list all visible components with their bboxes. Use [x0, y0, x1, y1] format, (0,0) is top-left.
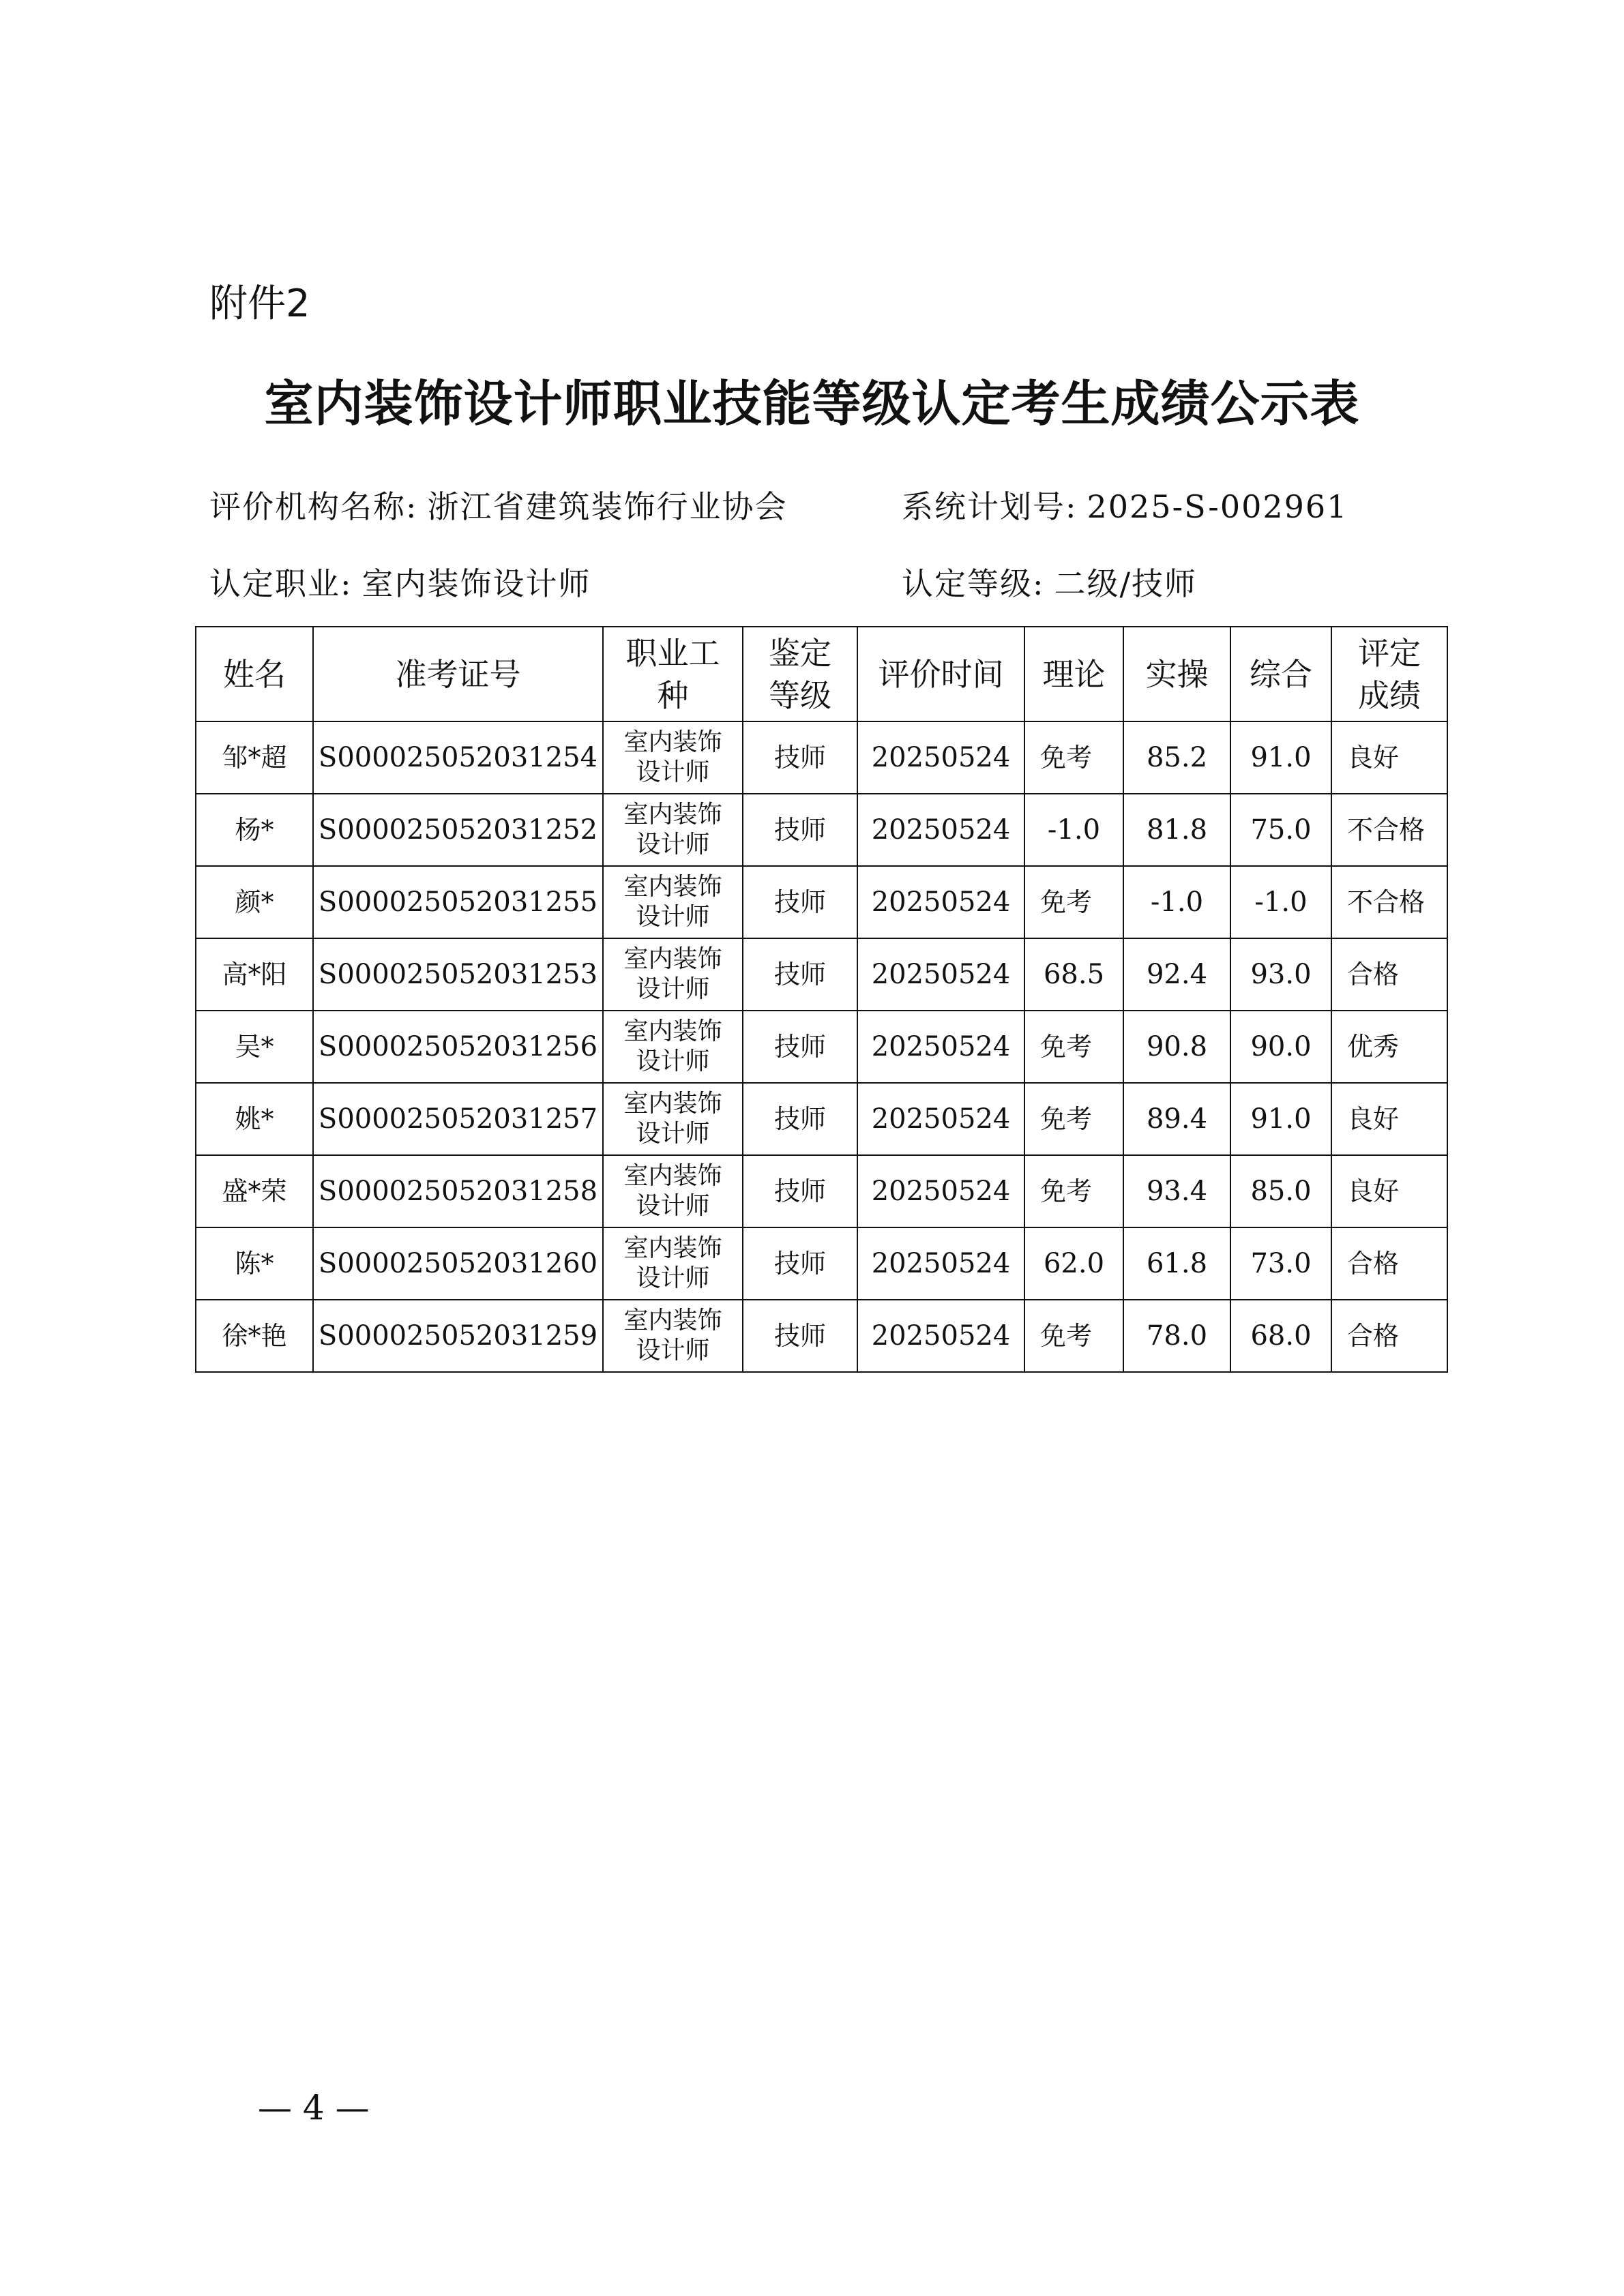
table-row — [196, 938, 1447, 1011]
occupation-value: 室内装饰设计师 — [361, 565, 591, 602]
table-row — [196, 866, 1447, 938]
cell-overall: 85.0 — [1230, 1155, 1331, 1227]
header-occupation — [603, 627, 743, 721]
cell-name: 徐*艳 — [196, 1300, 313, 1372]
header-occupation-line1: 职业工 — [625, 634, 720, 672]
cell-occupation — [603, 1083, 743, 1155]
table-body — [196, 721, 1447, 1372]
page-title: 室内装饰设计师职业技能等级认定考生成绩公示表 — [264, 375, 1360, 432]
cell-eval-time: 20250524 — [857, 1227, 1024, 1300]
cell-exam-id: S000025052031253 — [313, 938, 603, 1011]
org-info — [209, 488, 788, 525]
cell-occupation-line1: 室内装饰 — [623, 1090, 722, 1118]
cell-theory: 68.5 — [1024, 938, 1123, 1011]
cell-theory: 62.0 — [1024, 1227, 1123, 1300]
cell-level: 技师 — [743, 1155, 857, 1227]
header-eval-time: 评价时间 — [857, 627, 1024, 721]
cell-occupation-line2: 设计师 — [636, 975, 710, 1003]
cell-occupation-line2: 设计师 — [636, 831, 710, 859]
cell-occupation-line1: 室内装饰 — [623, 728, 722, 756]
cell-name: 邹*超 — [196, 721, 313, 794]
cell-level: 技师 — [743, 721, 857, 794]
cell-occupation-line2: 设计师 — [636, 1264, 710, 1292]
cell-occupation — [603, 721, 743, 794]
cell-exam-id: S000025052031259 — [313, 1300, 603, 1372]
cell-eval-time: 20250524 — [857, 866, 1024, 938]
cell-result: 合格 — [1331, 938, 1447, 1011]
cell-result: 良好 — [1331, 1083, 1447, 1155]
cell-overall: 93.0 — [1230, 938, 1331, 1011]
header-practice: 实操 — [1123, 627, 1230, 721]
cell-occupation-line1: 室内装饰 — [623, 1307, 722, 1335]
cell-result: 合格 — [1331, 1227, 1447, 1300]
cell-occupation-line2: 设计师 — [636, 1337, 710, 1365]
header-occupation-line2: 种 — [657, 676, 689, 714]
cell-practice: 78.0 — [1123, 1300, 1230, 1372]
cell-occupation — [603, 794, 743, 866]
cell-result: 良好 — [1331, 1155, 1447, 1227]
header-result-line2: 成绩 — [1358, 676, 1421, 714]
cell-exam-id: S000025052031252 — [313, 794, 603, 866]
table-row — [196, 1083, 1447, 1155]
cell-result: 优秀 — [1331, 1011, 1447, 1083]
cell-exam-id: S000025052031256 — [313, 1011, 603, 1083]
header-level-line1: 鉴定 — [769, 634, 831, 672]
cell-level: 技师 — [743, 1083, 857, 1155]
cell-overall: 91.0 — [1230, 1083, 1331, 1155]
cell-eval-time: 20250524 — [857, 1155, 1024, 1227]
cell-occupation — [603, 866, 743, 938]
cell-result: 不合格 — [1331, 866, 1447, 938]
cell-level: 技师 — [743, 866, 857, 938]
cell-occupation — [603, 1155, 743, 1227]
cell-practice: -1.0 — [1123, 866, 1230, 938]
level-info — [902, 565, 1197, 602]
cell-overall: 68.0 — [1230, 1300, 1331, 1372]
table-row — [196, 794, 1447, 866]
cell-exam-id: S000025052031255 — [313, 866, 603, 938]
cell-occupation — [603, 938, 743, 1011]
cell-occupation-line1: 室内装饰 — [623, 945, 722, 973]
cell-overall: 90.0 — [1230, 1011, 1331, 1083]
cell-result: 不合格 — [1331, 794, 1447, 866]
cell-exam-id: S000025052031258 — [313, 1155, 603, 1227]
cell-practice: 93.4 — [1123, 1155, 1230, 1227]
header-exam-id: 准考证号 — [313, 627, 603, 721]
scores-table — [195, 626, 1448, 1373]
plan-value: 2025-S-002961 — [1087, 488, 1348, 525]
cell-name: 陈* — [196, 1227, 313, 1300]
cell-occupation-line2: 设计师 — [636, 758, 710, 786]
cell-exam-id: S000025052031254 — [313, 721, 603, 794]
cell-result: 合格 — [1331, 1300, 1447, 1372]
cell-exam-id: S000025052031257 — [313, 1083, 603, 1155]
occupation-label: 认定职业: — [209, 565, 353, 602]
cell-overall: 75.0 — [1230, 794, 1331, 866]
cell-eval-time: 20250524 — [857, 721, 1024, 794]
cell-level: 技师 — [743, 1300, 857, 1372]
cell-theory: 免考 — [1024, 866, 1123, 938]
cell-name: 高*阳 — [196, 938, 313, 1011]
header-level — [743, 627, 857, 721]
cell-name: 盛*荣 — [196, 1155, 313, 1227]
cell-name: 颜* — [196, 866, 313, 938]
cell-eval-time: 20250524 — [857, 1300, 1024, 1372]
cell-occupation-line2: 设计师 — [636, 1192, 710, 1220]
header-name: 姓名 — [196, 627, 313, 721]
cell-theory: 免考 — [1024, 721, 1123, 794]
cell-occupation-line2: 设计师 — [636, 903, 710, 931]
table-header-row — [196, 627, 1447, 721]
table-row — [196, 1300, 1447, 1372]
cell-theory: -1.0 — [1024, 794, 1123, 866]
cell-level: 技师 — [743, 1227, 857, 1300]
cell-occupation — [603, 1227, 743, 1300]
cell-theory: 免考 — [1024, 1011, 1123, 1083]
cell-practice: 61.8 — [1123, 1227, 1230, 1300]
cell-practice: 92.4 — [1123, 938, 1230, 1011]
cell-theory: 免考 — [1024, 1083, 1123, 1155]
cell-occupation — [603, 1300, 743, 1372]
header-result — [1331, 627, 1447, 721]
cell-name: 姚* — [196, 1083, 313, 1155]
cell-occupation-line2: 设计师 — [636, 1047, 710, 1075]
cell-overall: -1.0 — [1230, 866, 1331, 938]
cell-result: 良好 — [1331, 721, 1447, 794]
table-row — [196, 721, 1447, 794]
table-row — [196, 1011, 1447, 1083]
cell-eval-time: 20250524 — [857, 794, 1024, 866]
cell-overall: 73.0 — [1230, 1227, 1331, 1300]
table-row — [196, 1155, 1447, 1227]
cell-occupation-line1: 室内装饰 — [623, 801, 722, 829]
org-label: 评价机构名称: — [209, 488, 418, 525]
table-row — [196, 1227, 1447, 1300]
plan-label: 系统计划号: — [902, 488, 1078, 525]
cell-practice: 81.8 — [1123, 794, 1230, 866]
cell-occupation-line2: 设计师 — [636, 1120, 710, 1148]
cell-theory: 免考 — [1024, 1300, 1123, 1372]
cell-practice: 85.2 — [1123, 721, 1230, 794]
cell-overall: 91.0 — [1230, 721, 1331, 794]
occupation-info — [209, 565, 591, 602]
header-overall: 综合 — [1230, 627, 1331, 721]
cell-eval-time: 20250524 — [857, 1011, 1024, 1083]
org-value: 浙江省建筑装饰行业协会 — [427, 488, 788, 525]
cell-occupation-line1: 室内装饰 — [623, 1017, 722, 1045]
cell-eval-time: 20250524 — [857, 1083, 1024, 1155]
header-level-line2: 等级 — [769, 676, 831, 714]
header-result-line1: 评定 — [1358, 634, 1421, 672]
header-theory: 理论 — [1024, 627, 1123, 721]
cell-name: 吴* — [196, 1011, 313, 1083]
cell-level: 技师 — [743, 1011, 857, 1083]
attachment-label: 附件2 — [209, 282, 310, 326]
level-value: 二级/技师 — [1054, 565, 1197, 602]
cell-name: 杨* — [196, 794, 313, 866]
plan-info — [902, 488, 1348, 525]
page-number: — 4 — — [258, 2088, 370, 2128]
level-label: 认定等级: — [902, 565, 1045, 602]
cell-exam-id: S000025052031260 — [313, 1227, 603, 1300]
cell-theory: 免考 — [1024, 1155, 1123, 1227]
cell-practice: 89.4 — [1123, 1083, 1230, 1155]
cell-occupation-line1: 室内装饰 — [623, 873, 722, 901]
cell-level: 技师 — [743, 938, 857, 1011]
cell-level: 技师 — [743, 794, 857, 866]
cell-occupation — [603, 1011, 743, 1083]
cell-occupation-line1: 室内装饰 — [623, 1162, 722, 1190]
cell-practice: 90.8 — [1123, 1011, 1230, 1083]
cell-eval-time: 20250524 — [857, 938, 1024, 1011]
cell-occupation-line1: 室内装饰 — [623, 1234, 722, 1262]
